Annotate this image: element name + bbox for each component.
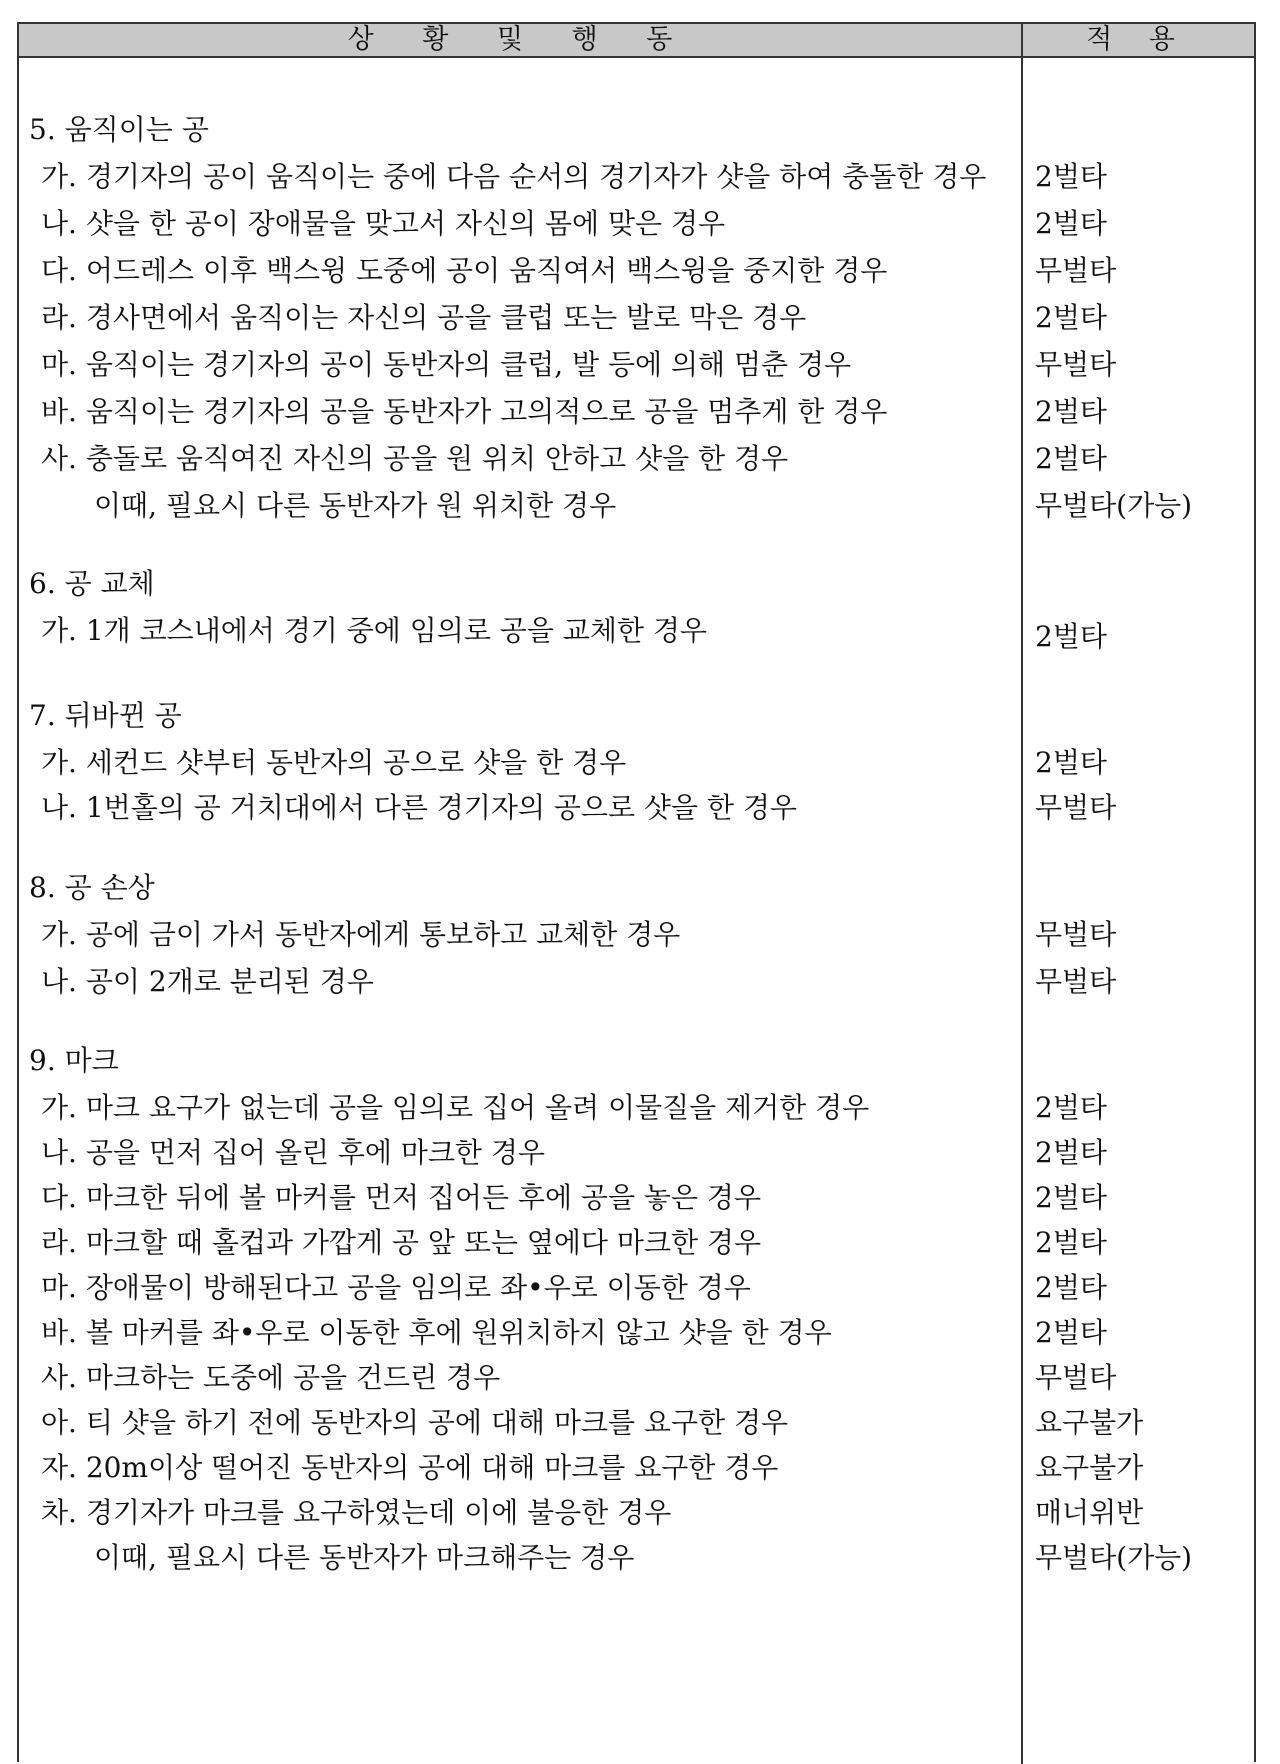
item-text: 아. 티 샷을 하기 전에 동반자의 공에 대해 마크를 요구한 경우 — [41, 1406, 789, 1439]
item-apply: 매너위반 — [1035, 1496, 1144, 1529]
item-apply: 무벌타(가능) — [1035, 1541, 1193, 1574]
item-text: 바. 움직이는 경기자의 공을 동반자가 고의적으로 공을 멈추게 한 경우 — [41, 395, 888, 428]
section-title: 5. 움직이는 공 — [29, 113, 209, 146]
item-text: 나. 샷을 한 공이 장애물을 맞고서 자신의 몸에 맞은 경우 — [41, 207, 726, 240]
item-text: 차. 경기자가 마크를 요구하였는데 이에 불응한 경우 — [41, 1496, 672, 1529]
item-text: 다. 마크한 뒤에 볼 마커를 먼저 집어든 후에 공을 놓은 경우 — [41, 1181, 762, 1214]
item-apply: 2벌타 — [1035, 160, 1107, 193]
header-apply: 적 용 — [1086, 24, 1189, 55]
item-text: 라. 마크할 때 홀컵과 가깝게 공 앞 또는 옆에다 마크한 경우 — [41, 1226, 762, 1259]
item-apply: 2벌타 — [1035, 1226, 1107, 1259]
item-apply: 2벌타 — [1035, 395, 1107, 428]
item-apply: 무벌타 — [1035, 348, 1117, 381]
item-text: 가. 공에 금이 가서 동반자에게 통보하고 교체한 경우 — [41, 918, 681, 951]
item-apply: 2벌타 — [1035, 1316, 1107, 1349]
item-apply: 2벌타 — [1035, 207, 1107, 240]
item-text: 나. 1번홀의 공 거치대에서 다른 경기자의 공으로 샷을 한 경우 — [41, 791, 797, 824]
item-text: 자. 20m이상 떨어진 동반자의 공에 대해 마크를 요구한 경우 — [41, 1451, 779, 1484]
rules-table — [17, 22, 1256, 1762]
item-apply: 무벌타(가능) — [1035, 489, 1193, 522]
item-apply: 2벌타 — [1035, 442, 1107, 475]
item-text: 가. 마크 요구가 없는데 공을 임의로 집어 올려 이물질을 제거한 경우 — [41, 1091, 870, 1124]
item-apply: 2벌타 — [1035, 1091, 1107, 1124]
item-apply: 2벌타 — [1035, 301, 1107, 334]
item-text: 가. 1개 코스내에서 경기 중에 임의로 공을 교체한 경우 — [41, 614, 707, 647]
item-apply: 2벌타 — [1035, 1181, 1107, 1214]
item-text: 사. 마크하는 도중에 공을 건드린 경우 — [41, 1361, 501, 1394]
item-note: 이때, 필요시 다른 동반자가 원 위치한 경우 — [94, 489, 617, 522]
item-apply: 2벌타 — [1035, 746, 1107, 779]
item-apply: 무벌타 — [1035, 791, 1117, 824]
item-apply: 2벌타 — [1035, 1271, 1107, 1304]
item-apply: 요구불가 — [1035, 1406, 1144, 1439]
item-text: 바. 볼 마커를 좌•우로 이동한 후에 원위치하지 않고 샷을 한 경우 — [41, 1316, 832, 1349]
section-title: 8. 공 손상 — [29, 871, 155, 904]
item-apply: 무벌타 — [1035, 918, 1117, 951]
section-title: 9. 마크 — [29, 1044, 119, 1077]
section-title: 7. 뒤바뀐 공 — [29, 699, 182, 732]
item-text: 나. 공이 2개로 분리된 경우 — [41, 965, 374, 998]
item-text: 다. 어드레스 이후 백스윙 도중에 공이 움직여서 백스윙을 중지한 경우 — [41, 254, 888, 287]
header-situation: 상 황 및 행 동 — [347, 24, 693, 55]
item-apply: 무벌타 — [1035, 965, 1117, 998]
item-apply: 2벌타 — [1035, 1136, 1107, 1169]
item-apply: 요구불가 — [1035, 1451, 1144, 1484]
item-text: 가. 경기자의 공이 움직이는 중에 다음 순서의 경기자가 샷을 하여 충돌한 경우 — [41, 160, 987, 193]
column-divider — [1021, 24, 1023, 1764]
item-apply: 무벌타 — [1035, 1361, 1117, 1394]
item-text: 가. 세컨드 샷부터 동반자의 공으로 샷을 한 경우 — [41, 746, 627, 779]
item-text: 마. 장애물이 방해된다고 공을 임의로 좌•우로 이동한 경우 — [41, 1271, 751, 1304]
item-text: 라. 경사면에서 움직이는 자신의 공을 클럽 또는 발로 막은 경우 — [41, 301, 807, 334]
table-header — [19, 24, 1254, 58]
section-title: 6. 공 교체 — [29, 567, 155, 600]
item-apply: 무벌타 — [1035, 254, 1117, 287]
item-note: 이때, 필요시 다른 동반자가 마크해주는 경우 — [94, 1541, 635, 1574]
item-text: 마. 움직이는 경기자의 공이 동반자의 클럽, 발 등에 의해 멈춘 경우 — [41, 348, 852, 381]
item-text: 나. 공을 먼저 집어 올린 후에 마크한 경우 — [41, 1136, 545, 1169]
item-text: 사. 충돌로 움직여진 자신의 공을 원 위치 안하고 샷을 한 경우 — [41, 442, 789, 475]
item-apply: 2벌타 — [1035, 620, 1107, 653]
